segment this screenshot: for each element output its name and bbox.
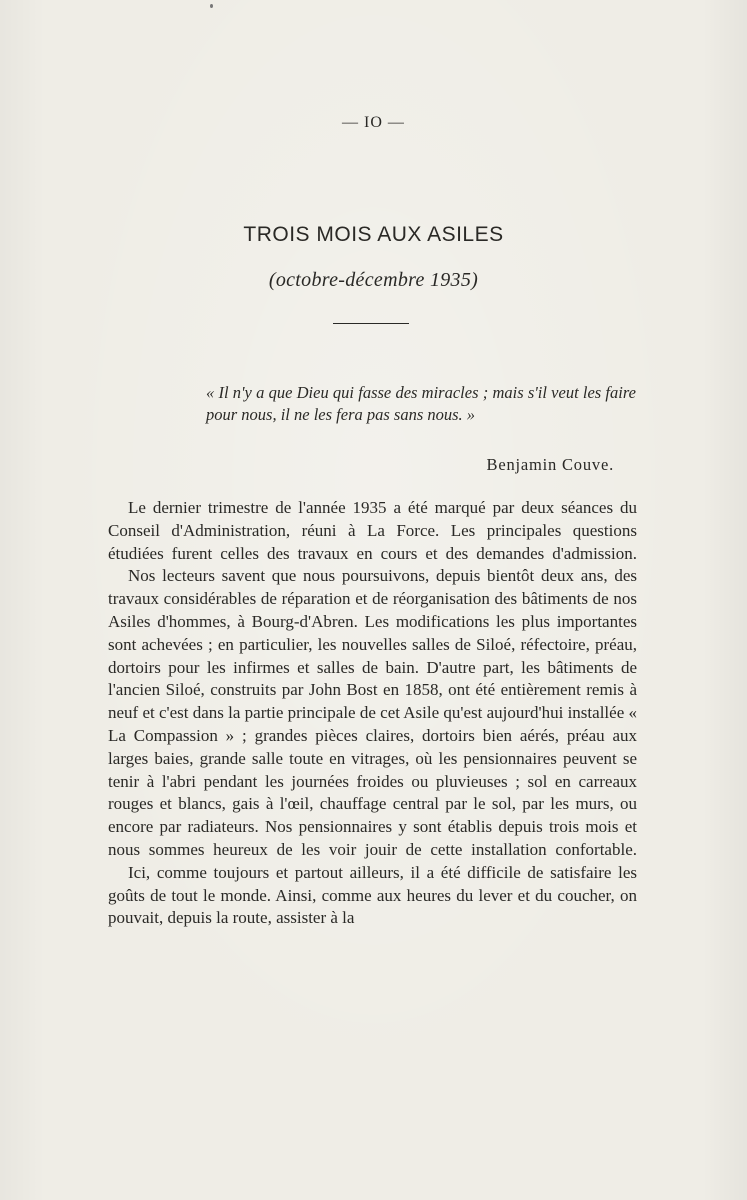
title-divider: [333, 323, 409, 324]
paragraph: Le dernier trimestre de l'année 1935 a été marqué par deux séances du Conseil d'Administration, réuni à La Force. Les principales questions étudiées furent celles des travaux en cours et des demandes d'admission.: [108, 498, 637, 563]
paragraph: Nos lecteurs savent que nous poursuivons, depuis bientôt deux ans, des travaux considérables de réparation et de réorganisation des bâtiments de nos Asiles d'hommes, à Bourg-d'Abren. Les modifications les plus importantes sont achevées ; en particulier, les nouvelles salles de Siloé, réfectoire, préau, dortoirs pour les infirmes et salles de bain. D'autre part, les bâtiments de l'ancien Siloé, construits par John Bost en 1858, ont été entièrement remis à neuf et c'est dans la partie principale de cet Asile qu'est aujourd'hui installée « La Compassion » ; grandes pièces claires, dortoirs bien aérés, préau aux larges baies, grande salle toute en vitrages, où les pensionnaires peuvent se tenir à l'abri pendant les journées froides ou pluvieuses ; sol en carreaux rouges et blancs, gais à l'œil, chauffage central par le sol, par les murs, ou encore par radiateurs. Nos pensionnaires y sont établis depuis trois mois et nous sommes heureux de les voir jouir de cette installation confortable.: [108, 566, 637, 859]
epigraph-quote: « Il n'y a que Dieu qui fasse des miracles ; mais s'il veut les faire pour nous, il ne les fera pas sans nous. »: [206, 383, 636, 424]
ink-speck: [210, 4, 213, 8]
page-number: — IO —: [342, 114, 405, 131]
epigraph: [206, 382, 636, 474]
paragraph: Ici, comme toujours et partout ailleurs, il a été difficile de satisfaire les goûts de tout le monde. Ainsi, comme aux heures du lever et du coucher, on pouvait, depuis la route, assister à la: [108, 862, 637, 928]
epigraph-author: Benjamin Couve.: [486, 455, 614, 474]
article-title: TROIS MOIS AUX ASILES: [243, 223, 504, 246]
article-subtitle: (octobre-décembre 1935): [268, 269, 479, 291]
article-body: [108, 497, 637, 930]
